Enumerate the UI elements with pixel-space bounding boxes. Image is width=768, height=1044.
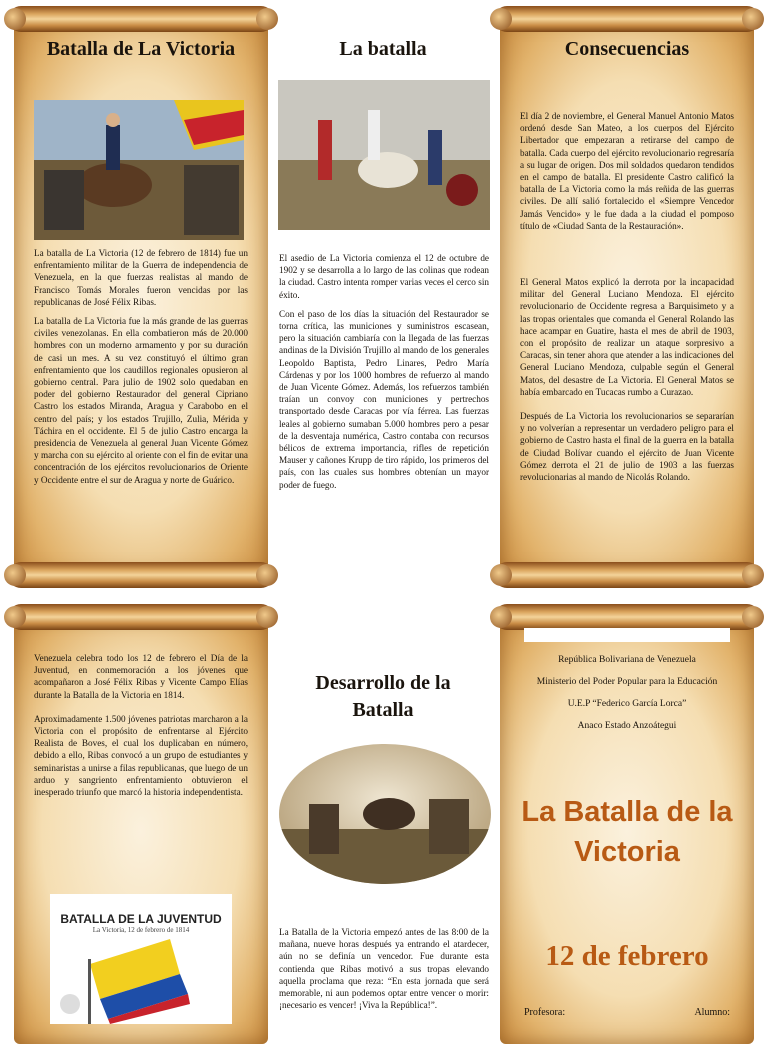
header-white-bar bbox=[524, 628, 730, 642]
profesora-label: Profesora: bbox=[524, 1007, 566, 1018]
panel5-paragraph-1: La Batalla de la Victoria empezó antes de las 8:00 de la mañana, nueve horas después ya entrando el atardecer, aún no se definía un vencedor. Fue durante esta contienda que Ribas motivó a sus tropas elevando aquella proclama que reza: “En esta jornada que será memorable, ni aun podemos optar entre vencer o morir: ¡necesario es vencer! ¡Viva la República!”. bbox=[279, 927, 489, 1011]
juventud-poster-image bbox=[50, 894, 232, 1024]
panel3-title: Consecuencias bbox=[564, 38, 690, 60]
panel2-title: La batalla bbox=[339, 38, 427, 60]
school-line-3: U.E.P “Federico García Lorca” bbox=[567, 699, 687, 709]
cover-date: 12 de febrero bbox=[545, 940, 709, 972]
panel4-paragraph-2: Aproximadamente 1.500 jóvenes patriotas marcharon a la Victoria con el propósito de enfrentarse al Ejército Realista de Boves, el cual los duplicaban en número, debido a ello, Ribas convocó a un grupo de estudiantes y seminaristas a unirse a filas republicanas, que luego de un arduo y sangriento enfrentamiento obtuvieron el inesperado triunfo que marcó la historia independentista. bbox=[34, 713, 248, 798]
panel1-title: Batalla de La Victoria bbox=[46, 38, 236, 60]
panel2-paragraph-2: Con el paso de los días la situación del Restaurador se torna crítica, las municiones y suministros escasean, pero la situación cambiaría con la llegada de las fuerzas andinas de la División Trujillo al mando de los generales Leopoldo Baptista, Pedro Linares, Pedro María Cárdenas y por los 1000 hombres de refuerzo al mando de Juan Vicente Gómez. Además, los refuerzos también traían un convoy con municiones y pertrechos transportado desde Caracas por vía férrea. Las fuerzas leales al gobierno sumaban 5.000 hombres pero a pesar de la desventaja numérica, Castro contaba con recursos bélicos de extrema importancia, rifles de repetición Mauser y cañones Krupp de tiro rápido, los primeros del país, con las cuales sus hombres obtenían un mayor poder de fuego. bbox=[279, 308, 489, 490]
panel1-paragraph-1: La batalla de La Victoria (12 de febrero de 1814) fue un enfrentamiento militar de la Guerra de independencia de Venezuela, en la que fuerzas realistas al mando de Francisco Tomás Morales fueron vencidas por las republicanas de José Félix Ribas. bbox=[34, 248, 248, 307]
poster-title: BATALLA DE LA JUVENTUD bbox=[60, 912, 222, 926]
school-line-1: República Bolivariana de Venezuela bbox=[558, 655, 696, 665]
panel4-paragraph-1: Venezuela celebra todo los 12 de febrero el Día de la Juventud, en conmemoración a los jóvenes que acompañaron a José Félix Ribas y Vicente Campo Elías durante la Batalla de la Victoria en 1814. bbox=[34, 653, 248, 700]
poster-subtitle: La Victoria, 12 de febrero de 1814 bbox=[92, 926, 190, 934]
battle-painting-image bbox=[34, 100, 244, 240]
panel-portada bbox=[500, 604, 754, 1024]
panel1-paragraph-2: La batalla de La Victoria fue la más grande de las guerras civiles venezolanas. En ella combatieron más de 20.000 hombres con un moderno armamento y por su duración de casi un mes. A su vez constituyó el último gran enfrentamiento que los caudillos regionales opusieron al gobierno central. Para julio de 1902 solo quedaban en poder del gobierno Restaurador del general Cipriano Castro los estados Miranda, Aragua y Carabobo en el centro del país; y los estados Trujillo, Zulia, Mérida y Táchira en el occidente. El 5 de julio Castro encarga la presidencia de Venezuela al general Juan Vicente Gómez y marcha con su ejército al oriente con el fin de evitar una concentración de los ejércitos revolucionarios de Oriente y Occidente entre el sur de Aragua y norte de Guárico. bbox=[34, 316, 248, 485]
school-line-4: Anaco Estado Anzoátegui bbox=[577, 721, 677, 731]
battle-scene-image bbox=[278, 80, 490, 230]
panel-desarrollo bbox=[263, 604, 503, 1024]
panel3-paragraph-2: El General Matos explicó la derrota por la incapacidad militar del General Luciano Mendoza. El ejército revolucionario de Occidente regresa a Barquisimeto y a las tropas orientales que comanda el General Rolando las hace acampar en Guatire, hasta el mes de abril de 1903, con el propósito de realizar un ataque sorpresivo a Caracas, sin tener ahora que atender a las indicaciones del General Luciano Mendoza, culpable según el General Matos, del desastre de La Victoria. El General Matos se había embarcado en Tucacas rumbo a Curazao. bbox=[520, 277, 734, 397]
panel3-paragraph-1: El día 2 de noviembre, el General Manuel Antonio Matos ordenó desde San Mateo, a los cuerpos del Ejército Libertador que empezaran a retirarse del campo de batalla. Cada cuerpo del ejército revolucionario regresaría a su lugar de origen. Dos mil soldados quedaron tendidos en el campo de batalla. El presidente Castro calificó la batalla de La Victoria como la más reñida de las guerras civiles. De allí salió fortalecido el «Siempre Vencedor Jamás Vencido» y le fue dada a la ciudad el pomposo título de «Ciudad Santa de la Restauración». bbox=[520, 111, 734, 231]
panel-consecuencias bbox=[500, 6, 754, 588]
alumno-label: Alumno: bbox=[694, 1007, 730, 1018]
panel-la-batalla bbox=[263, 6, 503, 588]
cover-title: La Batalla de la Victoria bbox=[521, 796, 733, 868]
desarrollo-oval-image bbox=[279, 744, 491, 884]
panel2-paragraph-1: El asedio de La Victoria comienza el 12 de octubre de 1902 y se desarrolla a lo largo de las colinas que rodean la ciudad. Castro intenta romper varias veces el cerco sin éxito. bbox=[279, 253, 489, 300]
panel-dia-de-la-juventud bbox=[14, 604, 268, 1024]
panel5-title: Desarrollo de la Batalla bbox=[315, 672, 451, 721]
panel-batalla-de-la-victoria bbox=[14, 6, 268, 588]
school-line-2: Ministerio del Poder Popular para la Educación bbox=[536, 677, 718, 687]
panel3-paragraph-3: Después de La Victoria los revolucionarios se separarían y no volverían a representar un verdadero peligro para el gobierno de Castro hasta el final de la guerra en la batalla de Ciudad Bolívar cuando el ejército de Juan Vicente Gómez derrota el 21 de julio de 1903 a las fuerzas revolucionarias al mando de Nicolás Rolando. bbox=[520, 411, 734, 483]
